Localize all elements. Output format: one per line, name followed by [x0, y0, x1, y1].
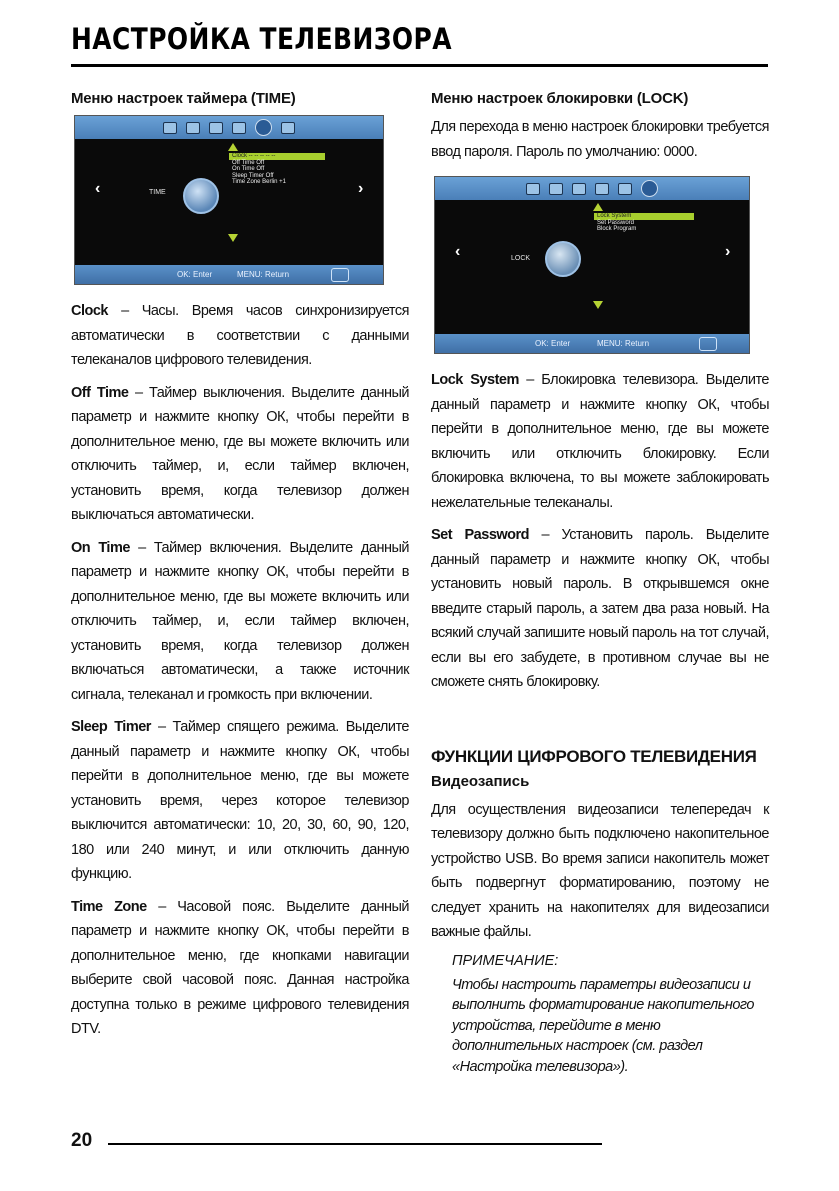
- lock-menu-icon: [281, 122, 295, 134]
- title-divider: [71, 64, 768, 67]
- scroll-up-icon: [593, 203, 603, 211]
- footer-ok: OK: Enter: [177, 270, 213, 279]
- time-menu-screenshot: [74, 115, 384, 285]
- set-password-paragraph: Set Password – Установить пароль. Выделите данный параметр и нажмите кнопку ОК, чтобы установить новый пароль. В открывшемся окне введите старый пароль, а затем два раза новый. На всякий случай запишите новый пароль на тот случай, если вы его забудете, в противном случае вы не сможете снять блокировку.: [431, 527, 769, 690]
- sound-menu-icon: [549, 183, 563, 195]
- time-menu-heading: Меню настроек таймера (TIME): [71, 90, 296, 107]
- navigation-pad-icon: [331, 268, 349, 282]
- menu-icon-bar: [435, 177, 749, 200]
- dtv-functions-heading: ФУНКЦИИ ЦИФРОВОГО ТЕЛЕВИДЕНИЯ: [431, 746, 757, 766]
- screen-side-label: LOCK: [511, 255, 531, 262]
- channel-menu-icon: [209, 122, 223, 134]
- menu-item: Lock System: [594, 213, 694, 220]
- time-menu-icon: [618, 183, 632, 195]
- on-time-paragraph: On Time – Таймер включения. Выделите данный параметр и нажмите кнопку ОК, чтобы перейти в дополнительное меню, где вы можете включить или отключить таймер, и, если таймер включен, установить время, когда телевизор должен включаться автоматически, а также источник сигнала, телеканал и громкость при включении.: [71, 539, 409, 703]
- time-zone-paragraph: Time Zone – Часовой пояс. Выделите данный параметр и нажмите кнопку ОК, чтобы перейти в дополнительное меню, где кнопками навигации выберите свой часовой пояс. Данная настройка доступна только в режиме цифрового телевидения DTV.: [71, 898, 410, 1037]
- screen-side-label: TIME: [149, 189, 166, 196]
- scroll-up-icon: [228, 143, 238, 151]
- menu-item: Time Zone Berlin +1: [232, 179, 286, 185]
- recording-heading: Видеозапись: [431, 772, 530, 790]
- screen-footer: [435, 334, 749, 353]
- clock-icon: [183, 178, 219, 214]
- footer-divider: [108, 1143, 602, 1145]
- menu-item: Block Program: [597, 226, 637, 232]
- right-arrow-icon: ›: [358, 180, 364, 197]
- time-menu-icon: [255, 119, 272, 136]
- note-text: Чтобы настроить параметры видеозаписи и выполнить форматирование накопительного устройства, перейдите в меню дополнительных настроек (см. раздел «Настройка телевизора»).: [452, 976, 754, 1075]
- lock-menu-list: [594, 213, 694, 233]
- clock-paragraph: Clock – Часы. Время часов синхронизируется автоматически в соответствии с данными телеканалов цифрового телевидения.: [71, 303, 409, 368]
- menu-item: Off Time Off: [232, 159, 265, 166]
- left-arrow-icon: ‹: [455, 243, 461, 260]
- picture-menu-icon: [163, 122, 177, 134]
- time-menu-list: [229, 153, 325, 186]
- picture-menu-icon: [526, 183, 540, 195]
- function-menu-icon: [595, 183, 609, 195]
- recording-paragraph: Для осуществления видеозаписи телепередач к телевизору должно быть подключено накопительное устройство USB. Во время записи накопитель может быть подвергнут форматированию, поэтому не следует хранить на накопителях для видеозаписи важные файлы.: [431, 801, 769, 940]
- note-title: ПРИМЕЧАНИЕ:: [452, 952, 559, 969]
- scroll-down-icon: [593, 301, 603, 309]
- scroll-down-icon: [228, 234, 238, 242]
- left-arrow-icon: ‹: [95, 180, 101, 197]
- right-arrow-icon: ›: [725, 243, 731, 260]
- sleep-timer-paragraph: Sleep Timer – Таймер спящего режима. Выделите данный параметр и нажмите кнопку ОК, чтобы перейти в дополнительное меню, где вы можете установить время, через которое телевизор выключится автоматически: 10, 20, 30, 60, 90, 120, 180 или 240 минут, и или отключить данную функцию.: [71, 719, 409, 882]
- menu-item: On Time Off: [232, 166, 265, 172]
- channel-menu-icon: [572, 183, 586, 195]
- lock-menu-heading: Меню настроек блокировки (LOCK): [431, 90, 689, 107]
- menu-item: Set Password: [597, 219, 635, 226]
- menu-icon-bar: [75, 116, 383, 139]
- sound-menu-icon: [186, 122, 200, 134]
- left-column: [71, 90, 409, 1050]
- screen-footer: [75, 265, 383, 284]
- page-number: 20: [71, 1130, 93, 1151]
- menu-item: Clock -- -- -- -- --: [229, 153, 325, 160]
- footer-menu: MENU: Return: [237, 270, 290, 279]
- navigation-pad-icon: [699, 337, 717, 351]
- lock-menu-screenshot: [434, 176, 750, 354]
- function-menu-icon: [232, 122, 246, 134]
- lock-intro: Для перехода в меню настроек блокировки требуется ввод пароля. Пароль по умолчанию: 0000.: [431, 119, 769, 160]
- off-time-paragraph: Off Time – Таймер выключения. Выделите данный параметр и нажмите кнопку ОК, чтобы перейти в дополнительное меню, где вы можете включить или отключить таймер, и, если таймер включен, установить время, когда телевизор должен выключаться автоматически.: [71, 384, 409, 523]
- lock-system-paragraph: Lock System – Блокировка телевизора. Выделите данный параметр и нажмите кнопку ОК, чтобы перейти в дополнительное меню, где вы можете включить или отключить блокировку. Если блокировка включена, то вы можете заблокировать нежелательные телеканалы.: [431, 372, 769, 511]
- padlock-icon: [545, 241, 581, 277]
- footer-ok: OK: Enter: [535, 339, 571, 348]
- lock-menu-icon: [641, 180, 658, 197]
- page-title: НАСТРОЙКА ТЕЛЕВИЗОРА: [71, 22, 453, 56]
- right-column: [431, 90, 769, 1077]
- footer-menu: MENU: Return: [597, 339, 650, 348]
- menu-item: Sleep Timer Off: [232, 172, 274, 179]
